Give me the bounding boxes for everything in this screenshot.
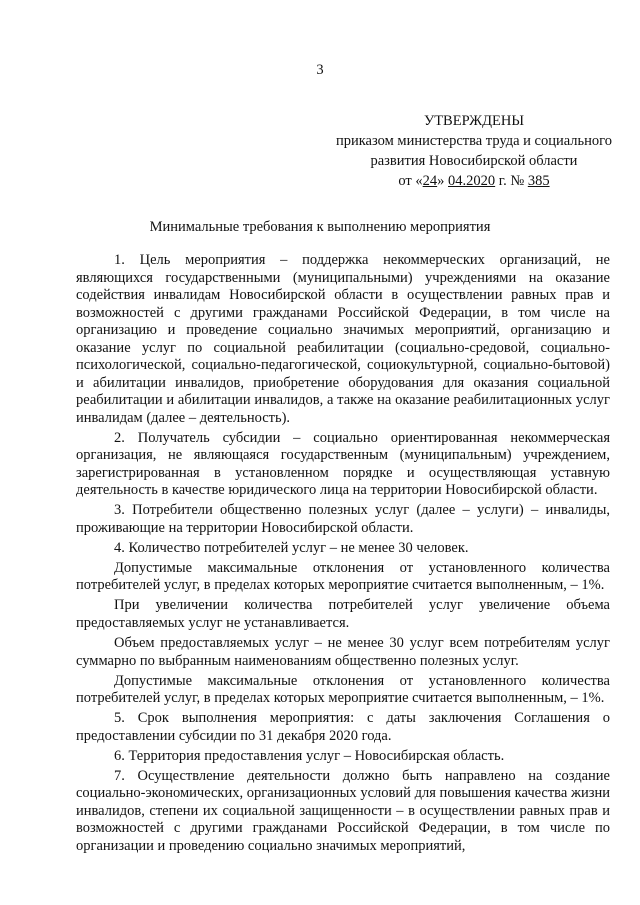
date-day: 24 — [422, 173, 438, 189]
date-month-year: 04.2020 — [448, 173, 496, 189]
date-prefix: от « — [398, 173, 423, 189]
paragraph: Допустимые максимальные отклонения от установленного количества потребителей услуг, в пределах которых мероприятие считается выполненным, – 1%. — [76, 672, 610, 707]
paragraph: 7. Осуществление деятельности должно быть направлено на создание социально-экономических, организационных условий для повышения качества жизни инвалидов, степени их социальной защищенности – в осуществлении равных прав и возможностей с другими гражданами Российской Федерации, в том числе по организации и проведению социально значимых мероприятий, — [76, 767, 610, 854]
order-number: 385 — [527, 173, 550, 189]
approval-date-line — [336, 171, 612, 191]
page-number: 3 — [316, 62, 324, 78]
paragraph: 3. Потребители общественно полезных услуг (далее – услуги) – инвалиды, проживающие на территории Новосибирской области. — [76, 502, 610, 536]
approval-block — [336, 111, 612, 191]
paragraph: Допустимые максимальные отклонения от установленного количества потребителей услуг, в пределах которых мероприятие считается выполненным, – 1%. — [76, 559, 610, 594]
document-body — [76, 252, 610, 858]
date-suffix: г. № — [495, 173, 528, 189]
paragraph: 1. Цель мероприятия – поддержка некоммерческих организаций, не являющихся государственными (муниципальными) учреждениями на оказание содействия инвалидам Новосибирской области в осуществлении равных прав и возможностей с другими гражданами Российской Федерации, в том числе на организацию и проведение социально значимых мероприятий, организацию и оказание услуг по социальной реабилитации (социально-средовой, социально-психологической, социально-педагогической, социокультурной, социально-бытовой) и абилитации инвалидов, приобретение оборудования для оказания социальной реабилитации и абилитации инвалидов, а также на оказание реабилитационных услуг инвалидам (далее – деятельность). — [76, 252, 610, 426]
approval-line-1: приказом министерства труда и социального — [335, 133, 612, 149]
date-mid: » — [437, 173, 449, 189]
approval-line-2: развития Новосибирской области — [370, 153, 578, 169]
document-title: Минимальные требования к выполнению мероприятия — [149, 219, 491, 235]
paragraph: 5. Срок выполнения мероприятия: с даты заключения Соглашения о предоставлении субсидии по 31 декабря 2020 года. — [76, 710, 610, 744]
paragraph: Объем предоставляемых услуг – не менее 30 услуг всем потребителям услуг суммарно по выбранным наименованиям общественно полезных услуг. — [76, 635, 610, 669]
paragraph: 4. Количество потребителей услуг – не менее 30 человек. — [114, 539, 469, 556]
approval-heading: УТВЕРЖДЕНЫ — [423, 113, 525, 129]
paragraph: При увеличении количества потребителей услуг увеличение объема предоставляемых услуг не устанавливается. — [76, 597, 610, 631]
paragraph: 6. Территория предоставления услуг – Новосибирская область. — [114, 747, 505, 764]
paragraph: 2. Получатель субсидии – социально ориентированная некоммерческая организация, не являющаяся государственным (муниципальным) учреждением, зарегистрированная в установленном порядке и осуществляющая уставную деятельность в качестве юридического лица на территории Новосибирской области. — [76, 429, 610, 499]
